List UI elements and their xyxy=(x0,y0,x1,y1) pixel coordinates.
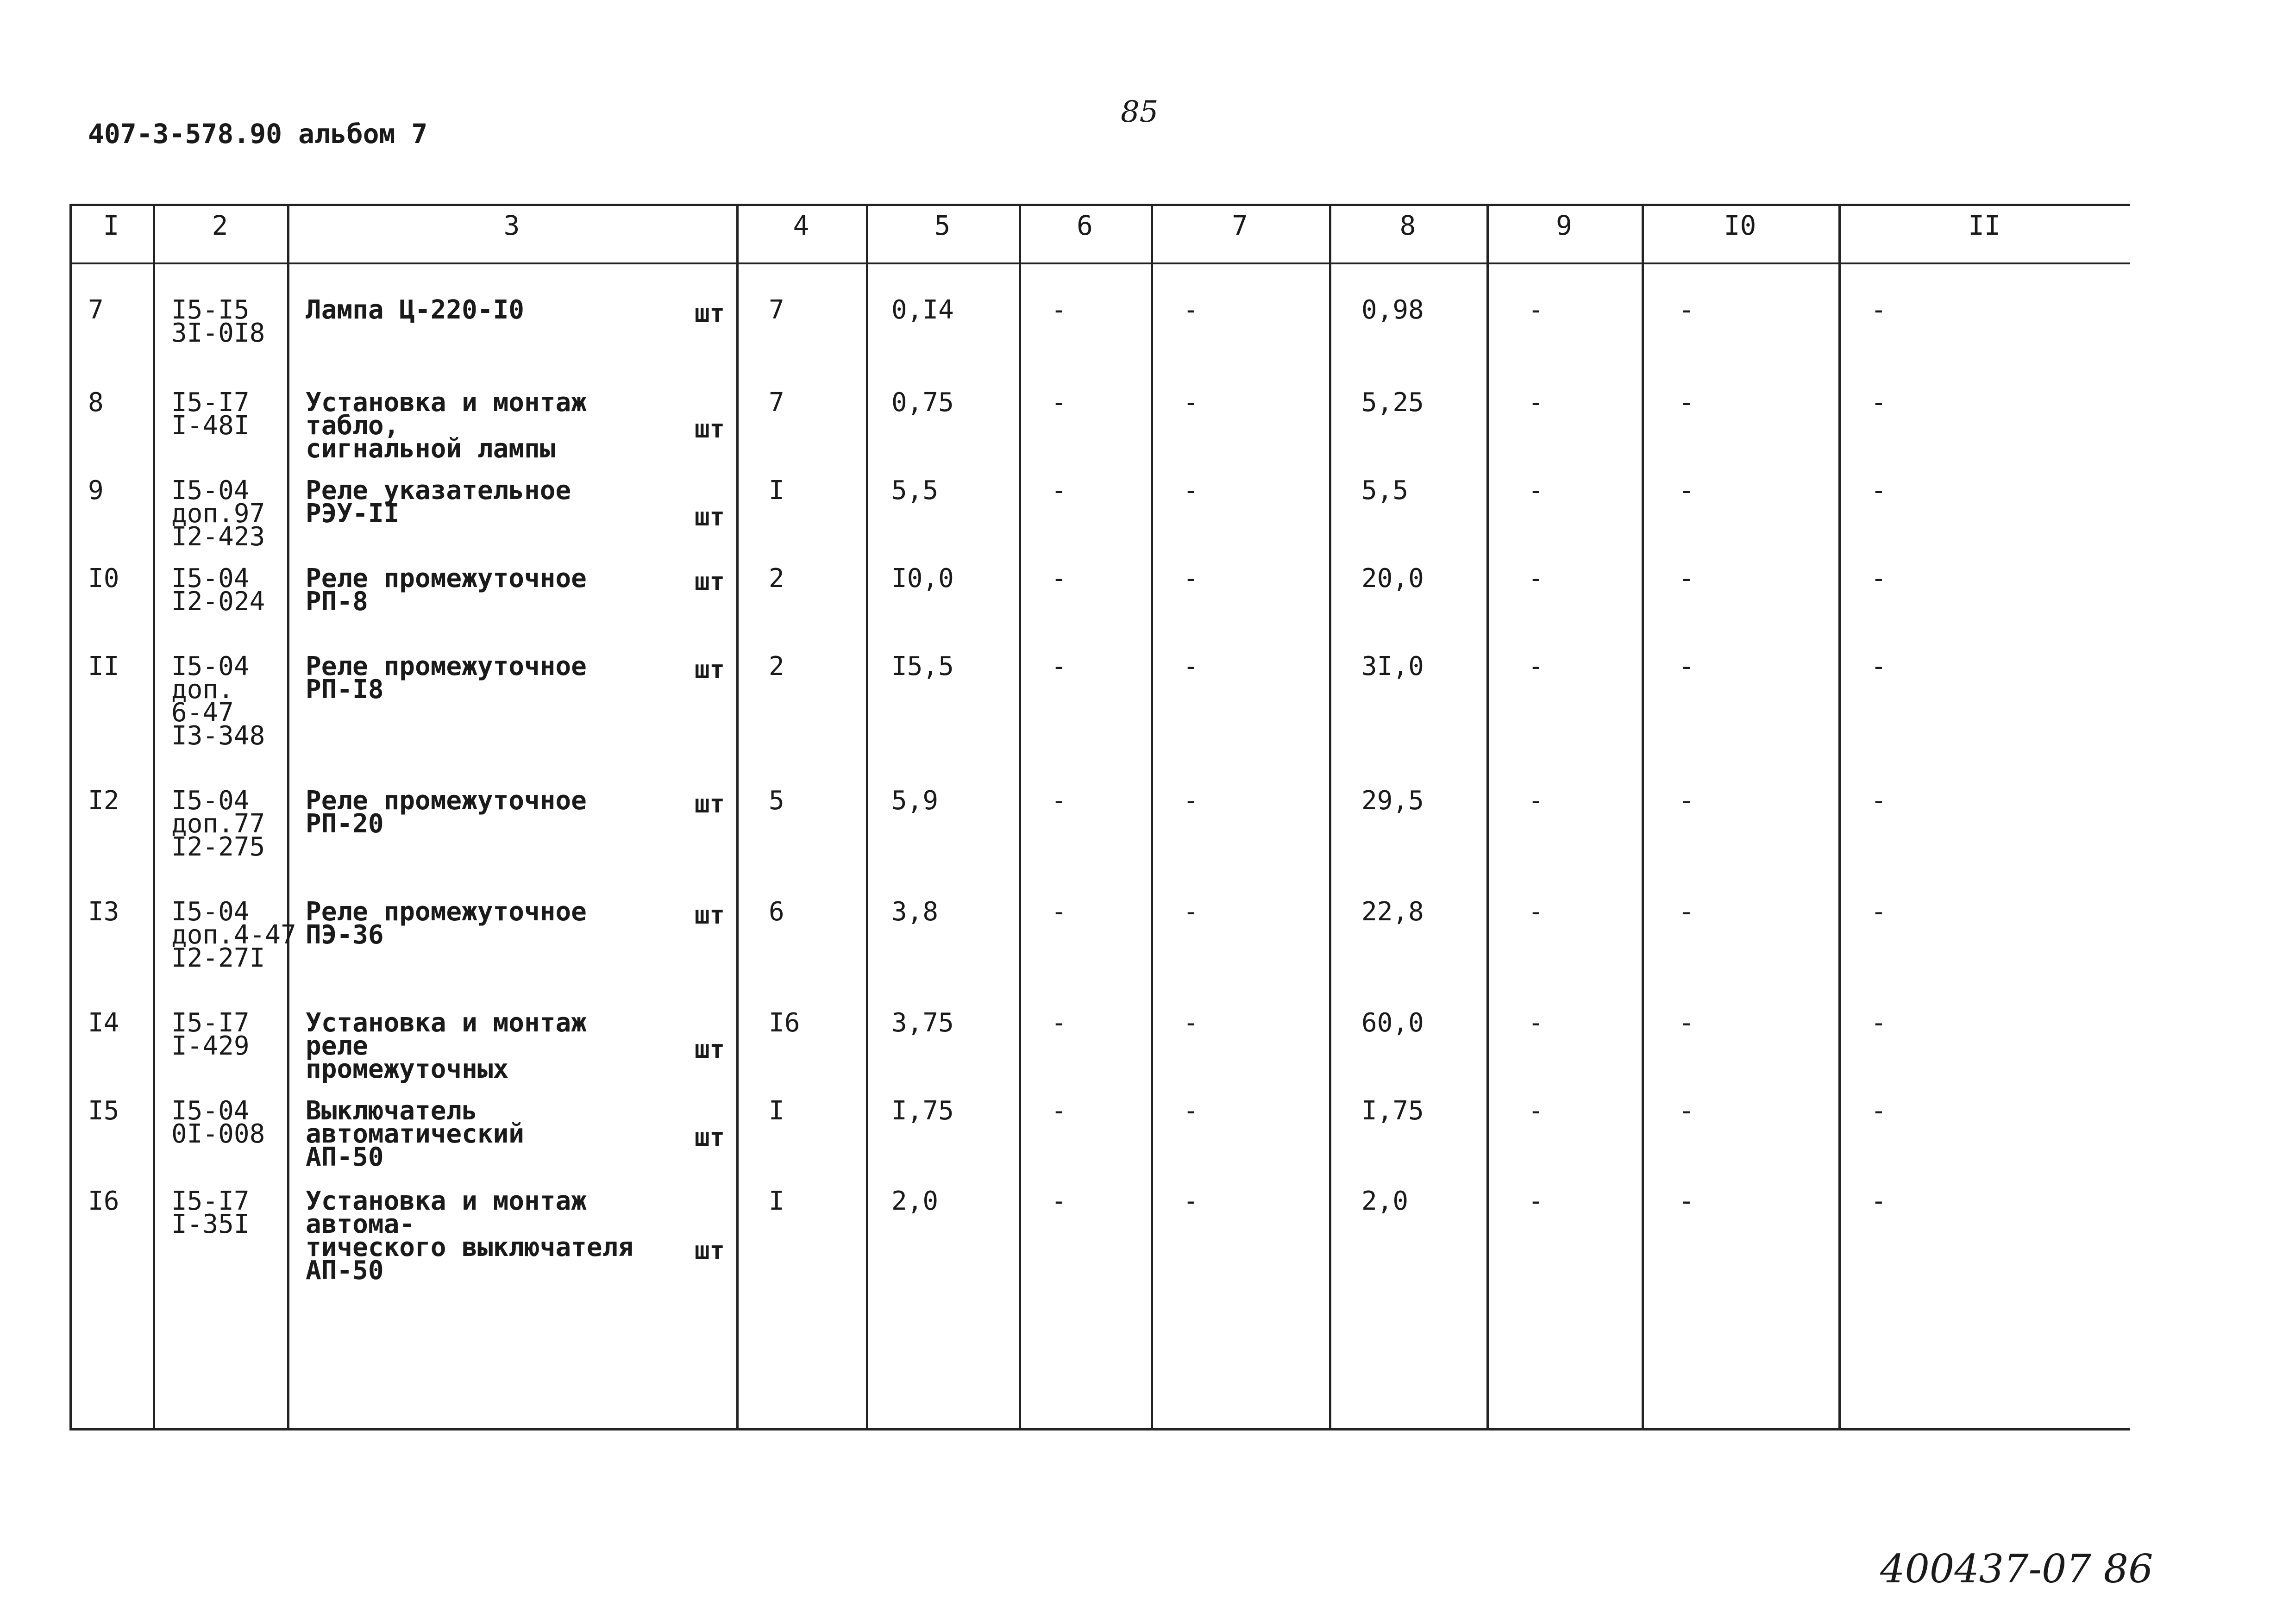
cell-qty: 7 xyxy=(769,387,784,418)
cell-c8: 5,25 xyxy=(1361,387,1424,418)
cell-c6: - xyxy=(1051,1008,1067,1038)
cell-c6: - xyxy=(1051,295,1067,325)
cell-unit: шт xyxy=(695,1035,725,1064)
column-line xyxy=(1019,206,1021,1428)
page-number: 85 xyxy=(1121,95,1159,129)
cell-c11: - xyxy=(1871,563,1887,593)
cell-n: 8 xyxy=(88,387,104,418)
cell-c6: - xyxy=(1051,1096,1067,1126)
cell-name: Установка и монтаж табло, сигнальной лампы xyxy=(306,387,587,464)
cell-c10: - xyxy=(1679,1186,1694,1216)
cell-qty: 5 xyxy=(769,786,784,816)
cell-c7: - xyxy=(1183,786,1199,816)
cell-c9: - xyxy=(1528,387,1544,418)
cell-c7: - xyxy=(1183,563,1199,593)
cell-c5: 3,75 xyxy=(891,1008,954,1038)
cell-name: Реле промежуточное РП-I8 xyxy=(306,651,587,705)
column-header: 8 xyxy=(1399,210,1416,241)
cell-c11: - xyxy=(1871,387,1887,418)
cell-c6: - xyxy=(1051,563,1067,593)
cell-c9: - xyxy=(1528,1186,1544,1216)
header-divider xyxy=(69,262,2130,264)
cell-name: Реле промежуточное ПЭ-36 xyxy=(306,897,587,950)
cell-c7: - xyxy=(1183,651,1199,681)
cell-n: 7 xyxy=(88,295,104,325)
column-header: 9 xyxy=(1556,210,1572,241)
cell-code: I5-I7 I-48I xyxy=(171,387,250,441)
cell-c8: 20,0 xyxy=(1361,563,1424,593)
cell-c10: - xyxy=(1679,1008,1694,1038)
archive-stamp: 400437-07 86 xyxy=(1880,1546,2153,1592)
column-line xyxy=(1838,206,1841,1428)
cell-c9: - xyxy=(1528,475,1544,506)
cell-n: I2 xyxy=(88,786,119,816)
cell-n: I4 xyxy=(88,1008,119,1038)
cell-qty: I xyxy=(769,1096,784,1126)
cell-c8: 29,5 xyxy=(1361,786,1424,816)
cell-qty: 2 xyxy=(769,563,784,593)
cell-unit: шт xyxy=(695,567,725,596)
cell-name: Реле промежуточное РП-20 xyxy=(306,786,587,839)
cell-c8: 5,5 xyxy=(1361,475,1409,506)
cell-c11: - xyxy=(1871,475,1887,506)
cell-unit: шт xyxy=(695,900,725,930)
cell-code: I5-I7 I-35I xyxy=(171,1186,250,1239)
cell-c10: - xyxy=(1679,475,1694,506)
column-header: 7 xyxy=(1232,210,1248,241)
cell-c6: - xyxy=(1051,786,1067,816)
column-header: II xyxy=(1968,210,2000,241)
column-header: I xyxy=(103,210,119,241)
cell-code: I5-04 0I-008 xyxy=(171,1096,265,1149)
cell-c11: - xyxy=(1871,1008,1887,1038)
column-line xyxy=(1329,206,1331,1428)
cell-name: Установка и монтаж автома- тического выключателя АП-50 xyxy=(306,1186,634,1286)
cell-c10: - xyxy=(1679,1096,1694,1126)
column-line xyxy=(1486,206,1489,1428)
cell-c5: I0,0 xyxy=(891,563,954,593)
cell-unit: шт xyxy=(695,655,725,684)
cell-c8: 3I,0 xyxy=(1361,651,1424,681)
cell-c10: - xyxy=(1679,295,1694,325)
cell-c11: - xyxy=(1871,897,1887,927)
cell-c9: - xyxy=(1528,1008,1544,1038)
cell-c7: - xyxy=(1183,897,1199,927)
cell-code: I5-04 доп. 6-47 I3-348 xyxy=(171,651,265,751)
cell-c7: - xyxy=(1183,475,1199,506)
cell-code: I5-04 I2-024 xyxy=(171,563,265,617)
cell-c8: 22,8 xyxy=(1361,897,1424,927)
cell-code: I5-04 доп.4-47 I2-27I xyxy=(171,897,296,973)
column-line xyxy=(1151,206,1153,1428)
cell-c9: - xyxy=(1528,1096,1544,1126)
cell-c8: 2,0 xyxy=(1361,1186,1409,1216)
cell-qty: 7 xyxy=(769,295,784,325)
cell-c10: - xyxy=(1679,563,1694,593)
cell-c5: 5,5 xyxy=(891,475,939,506)
cell-c5: I5,5 xyxy=(891,651,954,681)
cell-qty: 6 xyxy=(769,897,784,927)
cell-c11: - xyxy=(1871,295,1887,325)
column-line xyxy=(69,206,72,1428)
cell-n: I3 xyxy=(88,897,119,927)
cell-c11: - xyxy=(1871,651,1887,681)
cell-c10: - xyxy=(1679,897,1694,927)
column-header: I0 xyxy=(1724,210,1756,241)
cell-unit: шт xyxy=(695,502,725,531)
cell-c7: - xyxy=(1183,1096,1199,1126)
cell-c11: - xyxy=(1871,786,1887,816)
cell-c6: - xyxy=(1051,475,1067,506)
cell-code: I5-I5 3I-0I8 xyxy=(171,295,265,348)
cell-qty: I6 xyxy=(769,1008,800,1038)
cell-c7: - xyxy=(1183,1008,1199,1038)
column-header: 3 xyxy=(503,210,520,241)
cell-name: Реле промежуточное РП-8 xyxy=(306,563,587,617)
cell-name: Установка и монтаж реле промежуточных xyxy=(306,1008,587,1084)
cell-name: Выключатель автоматический АП-50 xyxy=(306,1096,525,1172)
column-header: 6 xyxy=(1077,210,1093,241)
cell-c5: 2,0 xyxy=(891,1186,939,1216)
cell-c5: 3,8 xyxy=(891,897,939,927)
cell-c6: - xyxy=(1051,651,1067,681)
cell-c9: - xyxy=(1528,563,1544,593)
cell-qty: I xyxy=(769,1186,784,1216)
cell-c10: - xyxy=(1679,651,1694,681)
cell-c9: - xyxy=(1528,295,1544,325)
cell-qty: 2 xyxy=(769,651,784,681)
cell-c8: 60,0 xyxy=(1361,1008,1424,1038)
cell-unit: шт xyxy=(695,1123,725,1152)
column-header: 4 xyxy=(793,210,809,241)
cell-c8: I,75 xyxy=(1361,1096,1424,1126)
cell-name: Реле указательное РЭУ-II xyxy=(306,475,571,529)
column-line xyxy=(153,206,155,1428)
cell-n: I5 xyxy=(88,1096,119,1126)
cell-code: I5-I7 I-429 xyxy=(171,1008,250,1061)
column-line xyxy=(1642,206,1644,1428)
cell-unit: шт xyxy=(695,789,725,818)
column-line xyxy=(287,206,289,1428)
cell-qty: I xyxy=(769,475,784,506)
column-header: 5 xyxy=(934,210,951,241)
cell-c7: - xyxy=(1183,295,1199,325)
cell-code: I5-04 доп.77 I2-275 xyxy=(171,786,265,862)
cell-n: I0 xyxy=(88,563,119,593)
cell-c10: - xyxy=(1679,786,1694,816)
cell-n: 9 xyxy=(88,475,104,506)
document-code: 407-3-578.90 альбом 7 xyxy=(88,118,428,150)
estimate-table xyxy=(69,204,2130,1430)
cell-c5: 0,I4 xyxy=(891,295,954,325)
cell-c9: - xyxy=(1528,897,1544,927)
column-line xyxy=(866,206,868,1428)
cell-c6: - xyxy=(1051,1186,1067,1216)
column-line xyxy=(736,206,739,1428)
cell-unit: шт xyxy=(695,1236,725,1265)
cell-c11: - xyxy=(1871,1186,1887,1216)
cell-c9: - xyxy=(1528,651,1544,681)
cell-c6: - xyxy=(1051,897,1067,927)
cell-c5: 5,9 xyxy=(891,786,939,816)
cell-c8: 0,98 xyxy=(1361,295,1424,325)
column-header: 2 xyxy=(212,210,228,241)
cell-n: I6 xyxy=(88,1186,119,1216)
cell-c11: - xyxy=(1871,1096,1887,1126)
cell-c10: - xyxy=(1679,387,1694,418)
cell-unit: шт xyxy=(695,414,725,443)
cell-c7: - xyxy=(1183,387,1199,418)
cell-c7: - xyxy=(1183,1186,1199,1216)
cell-code: I5-04 доп.97 I2-423 xyxy=(171,475,265,552)
cell-c5: I,75 xyxy=(891,1096,954,1126)
cell-c9: - xyxy=(1528,786,1544,816)
cell-c6: - xyxy=(1051,387,1067,418)
cell-unit: шт xyxy=(695,299,725,328)
cell-name: Лампа Ц-220-I0 xyxy=(306,295,525,325)
cell-c5: 0,75 xyxy=(891,387,954,418)
cell-n: II xyxy=(88,651,119,681)
